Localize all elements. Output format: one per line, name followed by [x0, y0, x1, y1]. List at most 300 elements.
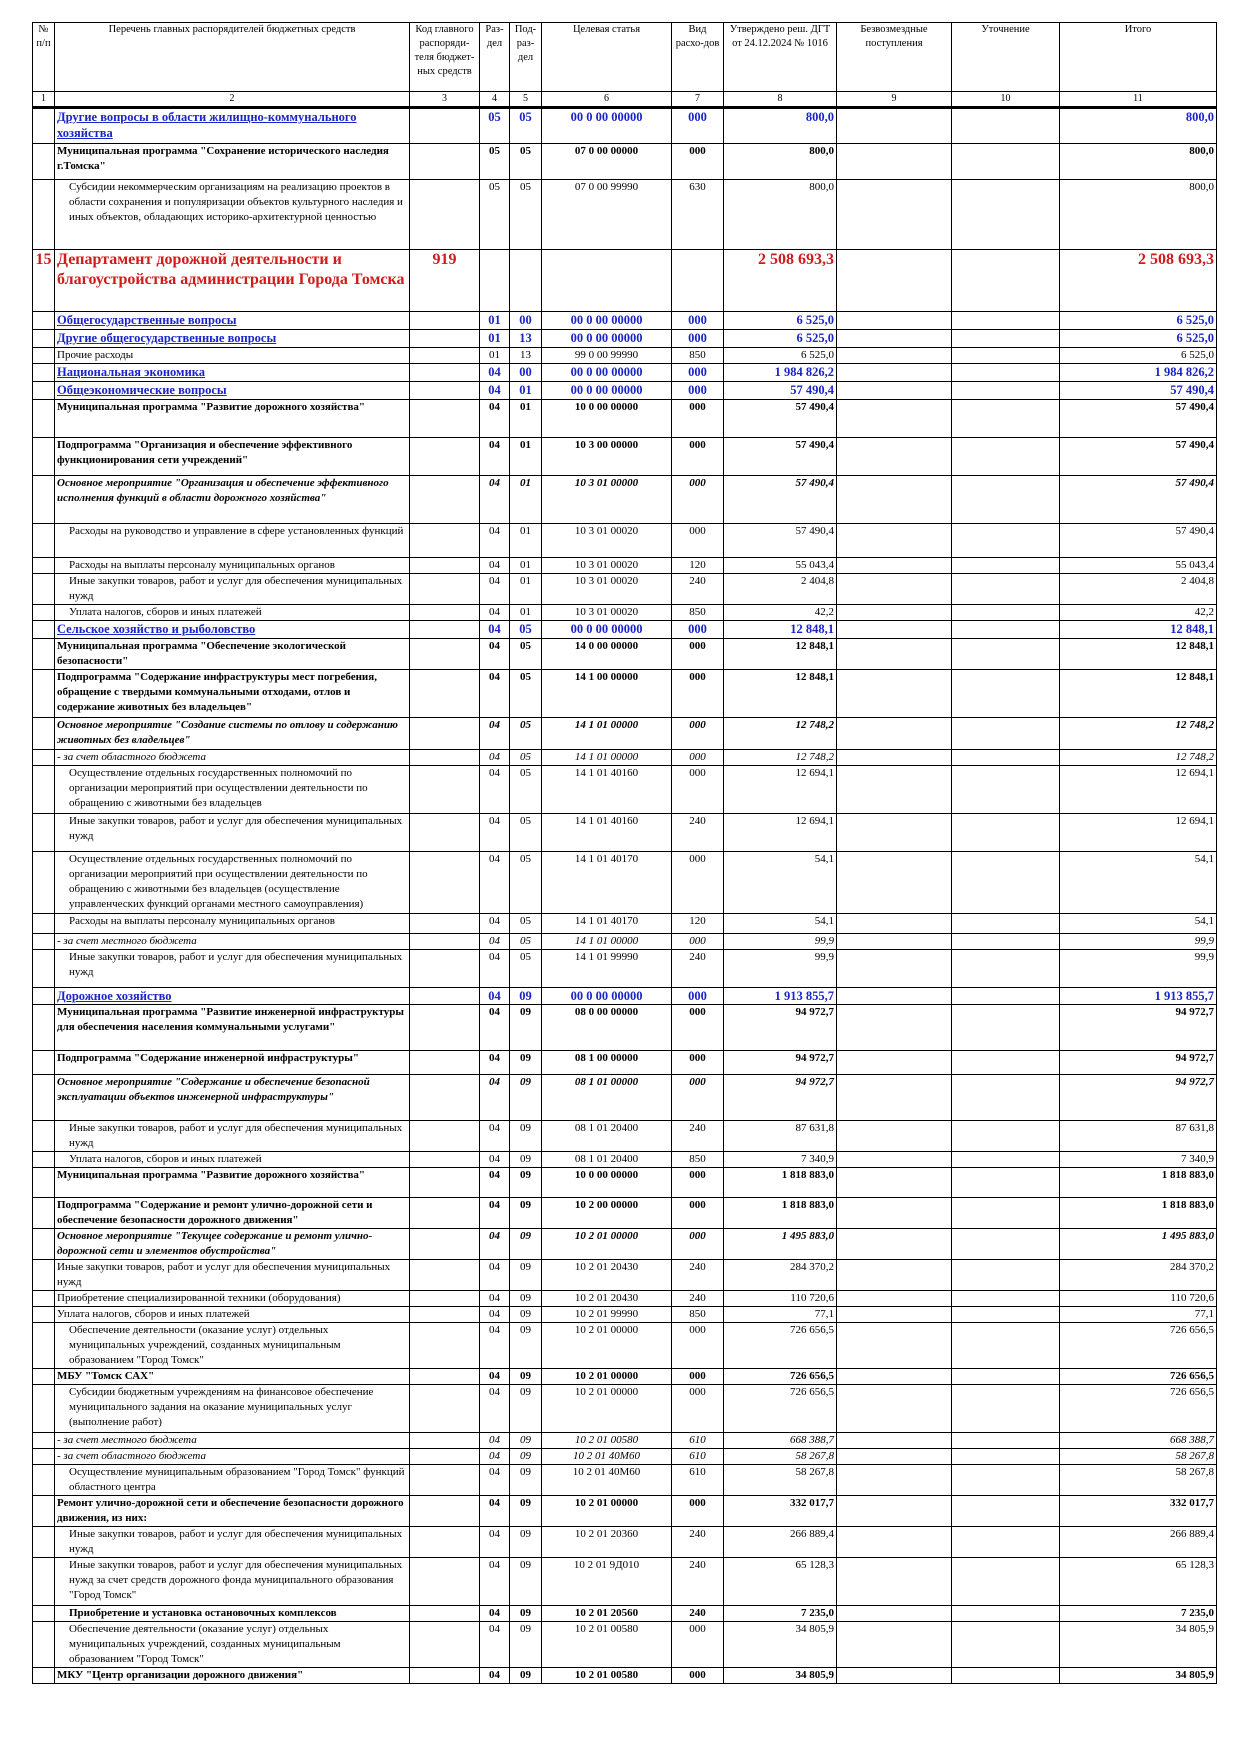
row-number [33, 330, 55, 348]
row-section: 04 [480, 766, 510, 814]
row-adjustment-amount [952, 524, 1060, 558]
row-expense-type: 000 [672, 1051, 724, 1075]
row-approved-amount: 34 805,9 [724, 1668, 837, 1684]
row-expense-type: 240 [672, 950, 724, 988]
row-subsection: 09 [510, 1668, 542, 1684]
row-grants-amount [837, 382, 952, 400]
row-name: Муниципальная программа "Развитие дорожного хозяйства" [55, 1168, 410, 1198]
row-approved-amount: 12 694,1 [724, 766, 837, 814]
budget-table [32, 22, 1217, 1684]
row-code [410, 1558, 480, 1606]
row-approved-amount: 94 972,7 [724, 1051, 837, 1075]
row-approved-amount: 2 404,8 [724, 574, 837, 605]
row-expense-type: 610 [672, 1433, 724, 1449]
row-subsection: 05 [510, 639, 542, 670]
row-code [410, 1385, 480, 1433]
row-approved-amount: 668 388,7 [724, 1433, 837, 1449]
row-adjustment-amount [952, 476, 1060, 524]
row-name: Подпрограмма "Содержание инфраструктуры мест погребения, обращение с твердыми коммунальными отходами, отлов и содержание животных без владельцев" [55, 670, 410, 718]
row-name: Муниципальная программа "Сохранение исторического наследия г.Томска" [55, 144, 410, 180]
row-number [33, 1323, 55, 1369]
row-target-article: 00 0 00 00000 [542, 312, 672, 330]
row-total-amount: 726 656,5 [1060, 1323, 1217, 1369]
row-expense-type: 000 [672, 1385, 724, 1433]
row-code [410, 814, 480, 852]
row-number [33, 558, 55, 574]
row-target-article: 10 0 00 00000 [542, 400, 672, 438]
row-total-amount: 12 848,1 [1060, 621, 1217, 639]
row-code [410, 348, 480, 364]
row-code [410, 574, 480, 605]
row-expense-type: 000 [672, 400, 724, 438]
table-row [33, 1496, 1217, 1527]
row-total-amount: 284 370,2 [1060, 1260, 1217, 1291]
row-number [33, 1449, 55, 1465]
row-expense-type: 000 [672, 852, 724, 914]
row-target-article: 10 2 01 20560 [542, 1606, 672, 1622]
col-number: 3 [410, 92, 480, 108]
row-grants-amount [837, 108, 952, 144]
row-total-amount: 57 490,4 [1060, 382, 1217, 400]
row-expense-type: 000 [672, 750, 724, 766]
row-grants-amount [837, 558, 952, 574]
row-approved-amount: 6 525,0 [724, 330, 837, 348]
row-subsection: 09 [510, 1465, 542, 1496]
row-grants-amount [837, 524, 952, 558]
col-number: 4 [480, 92, 510, 108]
table-row [33, 1260, 1217, 1291]
row-approved-amount: 54,1 [724, 852, 837, 914]
row-total-amount: 726 656,5 [1060, 1385, 1217, 1433]
row-expense-type: 000 [672, 1496, 724, 1527]
row-approved-amount: 34 805,9 [724, 1622, 837, 1668]
row-code [410, 1168, 480, 1198]
row-adjustment-amount [952, 605, 1060, 621]
table-row [33, 1291, 1217, 1307]
row-adjustment-amount [952, 348, 1060, 364]
row-adjustment-amount [952, 1075, 1060, 1121]
row-number [33, 1168, 55, 1198]
row-grants-amount [837, 1005, 952, 1051]
row-grants-amount [837, 950, 952, 988]
row-total-amount: 1 495 883,0 [1060, 1229, 1217, 1260]
row-adjustment-amount [952, 364, 1060, 382]
row-target-article: 10 2 01 9Д010 [542, 1558, 672, 1606]
row-adjustment-amount [952, 1260, 1060, 1291]
row-approved-amount: 110 720,6 [724, 1291, 837, 1307]
row-grants-amount [837, 934, 952, 950]
table-row [33, 348, 1217, 364]
row-subsection: 09 [510, 1198, 542, 1229]
row-adjustment-amount [952, 1369, 1060, 1385]
row-subsection: 01 [510, 558, 542, 574]
row-subsection: 01 [510, 382, 542, 400]
row-target-article: 10 2 01 00000 [542, 1369, 672, 1385]
table-row [33, 1229, 1217, 1260]
row-target-article: 08 1 00 00000 [542, 1051, 672, 1075]
table-row [33, 400, 1217, 438]
row-total-amount: 2 508 693,3 [1060, 250, 1217, 312]
row-expense-type [672, 250, 724, 312]
row-code [410, 558, 480, 574]
row-approved-amount: 726 656,5 [724, 1385, 837, 1433]
row-target-article: 08 0 00 00000 [542, 1005, 672, 1051]
table-row [33, 1307, 1217, 1323]
row-expense-type: 000 [672, 330, 724, 348]
row-section: 04 [480, 438, 510, 476]
row-grants-amount [837, 914, 952, 934]
row-name: МБУ "Томск САХ" [55, 1369, 410, 1385]
row-total-amount: 726 656,5 [1060, 1369, 1217, 1385]
table-row [33, 1369, 1217, 1385]
row-total-amount: 6 525,0 [1060, 348, 1217, 364]
row-name: Дорожное хозяйство [55, 988, 410, 1005]
row-expense-type: 000 [672, 934, 724, 950]
row-subsection: 09 [510, 1152, 542, 1168]
row-subsection: 01 [510, 574, 542, 605]
row-number [33, 718, 55, 750]
row-section: 04 [480, 621, 510, 639]
row-name: Муниципальная программа "Развитие дорожного хозяйства" [55, 400, 410, 438]
row-section: 04 [480, 1168, 510, 1198]
row-number [33, 1291, 55, 1307]
row-adjustment-amount [952, 558, 1060, 574]
row-adjustment-amount [952, 144, 1060, 180]
table-row [33, 476, 1217, 524]
row-total-amount: 65 128,3 [1060, 1558, 1217, 1606]
row-expense-type: 000 [672, 621, 724, 639]
row-subsection: 05 [510, 766, 542, 814]
row-section: 04 [480, 476, 510, 524]
row-total-amount: 800,0 [1060, 180, 1217, 250]
row-section: 04 [480, 1558, 510, 1606]
col-number: 1 [33, 92, 55, 108]
col-number: 6 [542, 92, 672, 108]
row-approved-amount: 726 656,5 [724, 1369, 837, 1385]
row-expense-type: 000 [672, 438, 724, 476]
table-row [33, 1005, 1217, 1051]
row-name: Субсидии некоммерческим организациям на реализацию проектов в области сохранения и популяризации объектов культурного наследия и иных объектов, обладающих историко-архитектурной ценностью [55, 180, 410, 250]
row-adjustment-amount [952, 950, 1060, 988]
row-grants-amount [837, 1051, 952, 1075]
row-number [33, 852, 55, 914]
table-row [33, 558, 1217, 574]
row-subsection: 05 [510, 670, 542, 718]
row-target-article: 10 2 00 00000 [542, 1198, 672, 1229]
row-adjustment-amount [952, 330, 1060, 348]
row-number [33, 1385, 55, 1433]
row-grants-amount [837, 766, 952, 814]
row-total-amount: 42,2 [1060, 605, 1217, 621]
row-grants-amount [837, 1668, 952, 1684]
row-expense-type: 000 [672, 1168, 724, 1198]
table-row [33, 1152, 1217, 1168]
row-expense-type: 610 [672, 1465, 724, 1496]
row-number [33, 1369, 55, 1385]
row-target-article: 10 2 01 00000 [542, 1496, 672, 1527]
row-number [33, 180, 55, 250]
row-code [410, 382, 480, 400]
col-header-subsection: Под-раз-дел [510, 23, 542, 92]
row-number [33, 438, 55, 476]
row-subsection: 13 [510, 330, 542, 348]
row-grants-amount [837, 1168, 952, 1198]
row-grants-amount [837, 1198, 952, 1229]
row-grants-amount [837, 1558, 952, 1606]
row-subsection: 09 [510, 1622, 542, 1668]
row-total-amount: 34 805,9 [1060, 1668, 1217, 1684]
row-subsection: 09 [510, 1307, 542, 1323]
row-grants-amount [837, 144, 952, 180]
row-section: 04 [480, 605, 510, 621]
table-row [33, 1449, 1217, 1465]
row-subsection: 05 [510, 852, 542, 914]
row-number [33, 934, 55, 950]
table-row [33, 621, 1217, 639]
row-subsection: 09 [510, 1369, 542, 1385]
row-section: 04 [480, 1198, 510, 1229]
row-section: 04 [480, 852, 510, 914]
row-section: 05 [480, 180, 510, 250]
row-approved-amount: 12 848,1 [724, 670, 837, 718]
row-grants-amount [837, 1229, 952, 1260]
row-subsection: 09 [510, 1260, 542, 1291]
row-subsection: 09 [510, 1168, 542, 1198]
row-approved-amount: 726 656,5 [724, 1323, 837, 1369]
row-adjustment-amount [952, 108, 1060, 144]
row-subsection: 01 [510, 438, 542, 476]
row-grants-amount [837, 1449, 952, 1465]
row-expense-type: 000 [672, 1075, 724, 1121]
row-target-article: 10 2 01 20360 [542, 1527, 672, 1558]
row-section: 04 [480, 1307, 510, 1323]
row-adjustment-amount [952, 1385, 1060, 1433]
row-approved-amount: 12 848,1 [724, 639, 837, 670]
row-section: 04 [480, 1051, 510, 1075]
row-number [33, 621, 55, 639]
row-grants-amount [837, 1291, 952, 1307]
row-expense-type: 850 [672, 1307, 724, 1323]
row-subsection: 09 [510, 1558, 542, 1606]
row-grants-amount [837, 988, 952, 1005]
row-expense-type: 000 [672, 670, 724, 718]
row-target-article: 14 1 01 40160 [542, 766, 672, 814]
row-approved-amount: 12 748,2 [724, 750, 837, 766]
row-grants-amount [837, 1121, 952, 1152]
row-name: Иные закупки товаров, работ и услуг для обеспечения муниципальных нужд [55, 1121, 410, 1152]
row-target-article: 10 2 01 20430 [542, 1260, 672, 1291]
row-adjustment-amount [952, 1465, 1060, 1496]
row-expense-type: 000 [672, 1229, 724, 1260]
row-number [33, 914, 55, 934]
row-grants-amount [837, 670, 952, 718]
row-subsection: 09 [510, 988, 542, 1005]
row-expense-type: 240 [672, 1558, 724, 1606]
row-total-amount: 54,1 [1060, 914, 1217, 934]
row-subsection: 00 [510, 312, 542, 330]
row-target-article: 14 1 01 00000 [542, 750, 672, 766]
row-target-article: 10 2 01 00580 [542, 1433, 672, 1449]
row-approved-amount: 800,0 [724, 144, 837, 180]
row-code [410, 1121, 480, 1152]
row-expense-type: 610 [672, 1449, 724, 1465]
row-code [410, 621, 480, 639]
row-approved-amount: 12 748,2 [724, 718, 837, 750]
row-total-amount: 800,0 [1060, 144, 1217, 180]
row-adjustment-amount [952, 1622, 1060, 1668]
row-total-amount: 12 748,2 [1060, 750, 1217, 766]
row-number [33, 382, 55, 400]
col-number: 8 [724, 92, 837, 108]
row-total-amount: 12 694,1 [1060, 814, 1217, 852]
row-name: - за счет местного бюджета [55, 1433, 410, 1449]
row-approved-amount: 284 370,2 [724, 1260, 837, 1291]
table-row [33, 1168, 1217, 1198]
row-code [410, 1449, 480, 1465]
row-name: Департамент дорожной деятельности и благоустройства администрации Города Томска [55, 250, 410, 312]
row-code [410, 750, 480, 766]
row-total-amount: 87 631,8 [1060, 1121, 1217, 1152]
row-name: Осуществление отдельных государственных полномочий по организации мероприятий при осуществлении деятельности по обращению с животными без владельцев [55, 766, 410, 814]
row-approved-amount: 12 694,1 [724, 814, 837, 852]
row-name: Основное мероприятие "Содержание и обеспечение безопасной эксплуатации объектов инженерной инфраструктуры" [55, 1075, 410, 1121]
row-grants-amount [837, 400, 952, 438]
row-code [410, 718, 480, 750]
row-approved-amount: 266 889,4 [724, 1527, 837, 1558]
row-adjustment-amount [952, 1051, 1060, 1075]
row-number [33, 1229, 55, 1260]
row-number [33, 605, 55, 621]
row-approved-amount: 99,9 [724, 934, 837, 950]
row-number [33, 988, 55, 1005]
row-expense-type: 850 [672, 605, 724, 621]
row-target-article: 10 2 01 00000 [542, 1229, 672, 1260]
col-number: 10 [952, 92, 1060, 108]
row-code [410, 312, 480, 330]
row-section: 04 [480, 1668, 510, 1684]
col-header-no: № п/п [33, 23, 55, 92]
row-number [33, 348, 55, 364]
row-total-amount: 110 720,6 [1060, 1291, 1217, 1307]
row-expense-type: 000 [672, 1198, 724, 1229]
row-grants-amount [837, 312, 952, 330]
row-code [410, 144, 480, 180]
row-adjustment-amount [952, 1606, 1060, 1622]
row-name: Подпрограмма "Содержание и ремонт улично-дорожной сети и обеспечение безопасности дорожного движения" [55, 1198, 410, 1229]
row-section: 04 [480, 914, 510, 934]
row-expense-type: 000 [672, 988, 724, 1005]
row-name: Другие общегосударственные вопросы [55, 330, 410, 348]
row-grants-amount [837, 639, 952, 670]
row-number [33, 670, 55, 718]
row-grants-amount [837, 476, 952, 524]
row-total-amount: 1 818 883,0 [1060, 1168, 1217, 1198]
table-row [33, 852, 1217, 914]
row-number [33, 766, 55, 814]
row-section: 04 [480, 814, 510, 852]
row-subsection: 05 [510, 934, 542, 950]
row-name: Уплата налогов, сборов и иных платежей [55, 1307, 410, 1323]
row-grants-amount [837, 814, 952, 852]
row-code [410, 1229, 480, 1260]
row-adjustment-amount [952, 814, 1060, 852]
row-number [33, 950, 55, 988]
col-header-expense-type: Вид расхо-дов [672, 23, 724, 92]
row-name: - за счет местного бюджета [55, 934, 410, 950]
row-expense-type: 000 [672, 1005, 724, 1051]
row-adjustment-amount [952, 1558, 1060, 1606]
table-row [33, 574, 1217, 605]
row-total-amount: 7 340,9 [1060, 1152, 1217, 1168]
row-target-article: 10 2 01 20430 [542, 1291, 672, 1307]
row-adjustment-amount [952, 400, 1060, 438]
row-approved-amount: 58 267,8 [724, 1465, 837, 1496]
row-section: 04 [480, 1433, 510, 1449]
row-total-amount: 12 848,1 [1060, 670, 1217, 718]
row-total-amount: 57 490,4 [1060, 438, 1217, 476]
row-code [410, 988, 480, 1005]
row-total-amount: 6 525,0 [1060, 312, 1217, 330]
col-header-target: Целевая статья [542, 23, 672, 92]
row-grants-amount [837, 1433, 952, 1449]
row-section: 01 [480, 330, 510, 348]
row-adjustment-amount [952, 988, 1060, 1005]
row-number [33, 750, 55, 766]
row-approved-amount: 57 490,4 [724, 438, 837, 476]
row-grants-amount [837, 364, 952, 382]
row-code [410, 1075, 480, 1121]
row-expense-type: 630 [672, 180, 724, 250]
row-number [33, 1496, 55, 1527]
row-approved-amount: 87 631,8 [724, 1121, 837, 1152]
row-section: 04 [480, 382, 510, 400]
row-name: Ремонт улично-дорожной сети и обеспечение безопасности дорожного движения, из них: [55, 1496, 410, 1527]
row-adjustment-amount [952, 1198, 1060, 1229]
row-subsection: 05 [510, 621, 542, 639]
row-adjustment-amount [952, 1449, 1060, 1465]
row-subsection: 01 [510, 605, 542, 621]
row-section: 04 [480, 558, 510, 574]
row-target-article: 00 0 00 00000 [542, 108, 672, 144]
row-name: Муниципальная программа "Развитие инженерной инфраструктуры для обеспечения населения коммунальными услугами" [55, 1005, 410, 1051]
row-name: Иные закупки товаров, работ и услуг для обеспечения муниципальных нужд [55, 574, 410, 605]
row-total-amount: 94 972,7 [1060, 1051, 1217, 1075]
row-name: Сельское хозяйство и рыболовство [55, 621, 410, 639]
row-adjustment-amount [952, 1291, 1060, 1307]
row-expense-type: 240 [672, 574, 724, 605]
row-adjustment-amount [952, 1668, 1060, 1684]
row-number [33, 1527, 55, 1558]
table-row [33, 1622, 1217, 1668]
row-adjustment-amount [952, 1496, 1060, 1527]
row-adjustment-amount [952, 1527, 1060, 1558]
row-approved-amount: 1 984 826,2 [724, 364, 837, 382]
row-name: Иные закупки товаров, работ и услуг для обеспечения муниципальных нужд [55, 1527, 410, 1558]
row-grants-amount [837, 605, 952, 621]
row-section: 04 [480, 1323, 510, 1369]
row-number [33, 364, 55, 382]
row-name: Расходы на выплаты персоналу муниципальных органов [55, 914, 410, 934]
col-number: 9 [837, 92, 952, 108]
row-target-article: 00 0 00 00000 [542, 364, 672, 382]
row-grants-amount [837, 250, 952, 312]
row-total-amount: 1 984 826,2 [1060, 364, 1217, 382]
row-adjustment-amount [952, 438, 1060, 476]
col-number: 11 [1060, 92, 1217, 108]
table-row [33, 639, 1217, 670]
row-section: 04 [480, 750, 510, 766]
row-name: Уплата налогов, сборов и иных платежей [55, 1152, 410, 1168]
